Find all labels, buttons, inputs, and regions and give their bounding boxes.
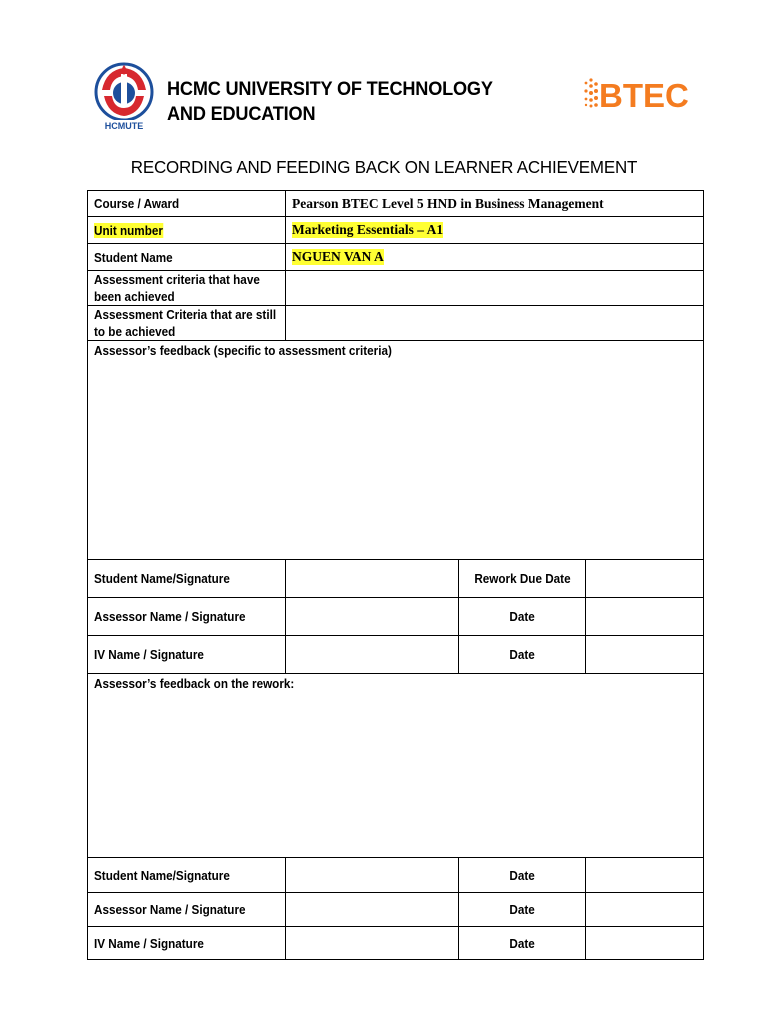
rework-feedback-row [88, 674, 704, 858]
student-signature-field[interactable] [286, 560, 459, 598]
rework-due-date-label: Rework Due Date [459, 560, 586, 598]
rework-iv-date-field[interactable] [586, 927, 704, 960]
rework-assessor-signature-field[interactable] [286, 893, 459, 927]
rework-assessor-date-label: Date [459, 893, 586, 927]
learner-info-table [87, 190, 704, 960]
rework-student-date-field[interactable] [586, 858, 704, 893]
criteria-tobe-achieved-field[interactable] [286, 306, 704, 341]
iv-date-field[interactable] [586, 636, 704, 674]
rework-student-signature-field[interactable] [286, 858, 459, 893]
achieved-row [88, 271, 704, 306]
student-row [88, 244, 704, 271]
hcmute-logo [92, 60, 156, 132]
iv-signature-row [88, 636, 704, 674]
iv-date-label: Date [459, 636, 586, 674]
document-header [0, 0, 768, 150]
feedback-row [88, 341, 704, 560]
rework-iv-signature-label: IV Name / Signature [88, 927, 286, 960]
unit-label: Unit number [88, 217, 286, 244]
assessor-date-field[interactable] [586, 598, 704, 636]
assessor-signature-label: Assessor Name / Signature [88, 598, 286, 636]
assessor-signature-row [88, 598, 704, 636]
university-name: HCMC UNIVERSITY OF TECHNOLOGY AND EDUCATION [167, 78, 493, 125]
student-signature-label: Student Name/Signature [88, 560, 286, 598]
rework-due-date-field[interactable] [586, 560, 704, 598]
course-row [88, 191, 704, 217]
rework-iv-date-label: Date [459, 927, 586, 960]
iv-signature-field[interactable] [286, 636, 459, 674]
rework-assessor-date-field[interactable] [586, 893, 704, 927]
tobe-achieved-row [88, 306, 704, 341]
rework-student-signature-label: Student Name/Signature [88, 858, 286, 893]
rework-student-signature-row [88, 858, 704, 893]
rework-iv-signature-row [88, 927, 704, 960]
criteria-achieved-label: Assessment criteria that have been achieved [88, 271, 286, 306]
unit-row [88, 217, 704, 244]
criteria-tobe-achieved-label: Assessment Criteria that are still to be achieved [88, 306, 286, 341]
rework-assessor-signature-row [88, 893, 704, 927]
iv-signature-label: IV Name / Signature [88, 636, 286, 674]
student-signature-row [88, 560, 704, 598]
student-name-label: Student Name [88, 244, 286, 271]
assessor-feedback-field[interactable]: Assessor’s feedback (specific to assessment criteria) [88, 341, 704, 560]
assessor-signature-field[interactable] [286, 598, 459, 636]
btec-logo [583, 75, 695, 113]
document-title: RECORDING AND FEEDING BACK ON LEARNER ACHIEVEMENT [130, 157, 638, 177]
svg-text:BTEC: BTEC [599, 77, 689, 113]
assessor-date-label: Date [459, 598, 586, 636]
rework-student-date-label: Date [459, 858, 586, 893]
course-label: Course / Award [88, 191, 286, 217]
criteria-achieved-field[interactable] [286, 271, 704, 306]
course-value[interactable]: Pearson BTEC Level 5 HND in Business Management [286, 191, 704, 217]
unit-value[interactable]: Marketing Essentials – A1 [286, 217, 704, 244]
student-name-value[interactable]: NGUEN VAN A [286, 244, 704, 271]
rework-feedback-field[interactable]: Assessor’s feedback on the rework: [88, 674, 704, 858]
svg-text:HCMUTE: HCMUTE [104, 121, 144, 131]
assessment-form [87, 190, 703, 960]
rework-assessor-signature-label: Assessor Name / Signature [88, 893, 286, 927]
rework-iv-signature-field[interactable] [286, 927, 459, 960]
